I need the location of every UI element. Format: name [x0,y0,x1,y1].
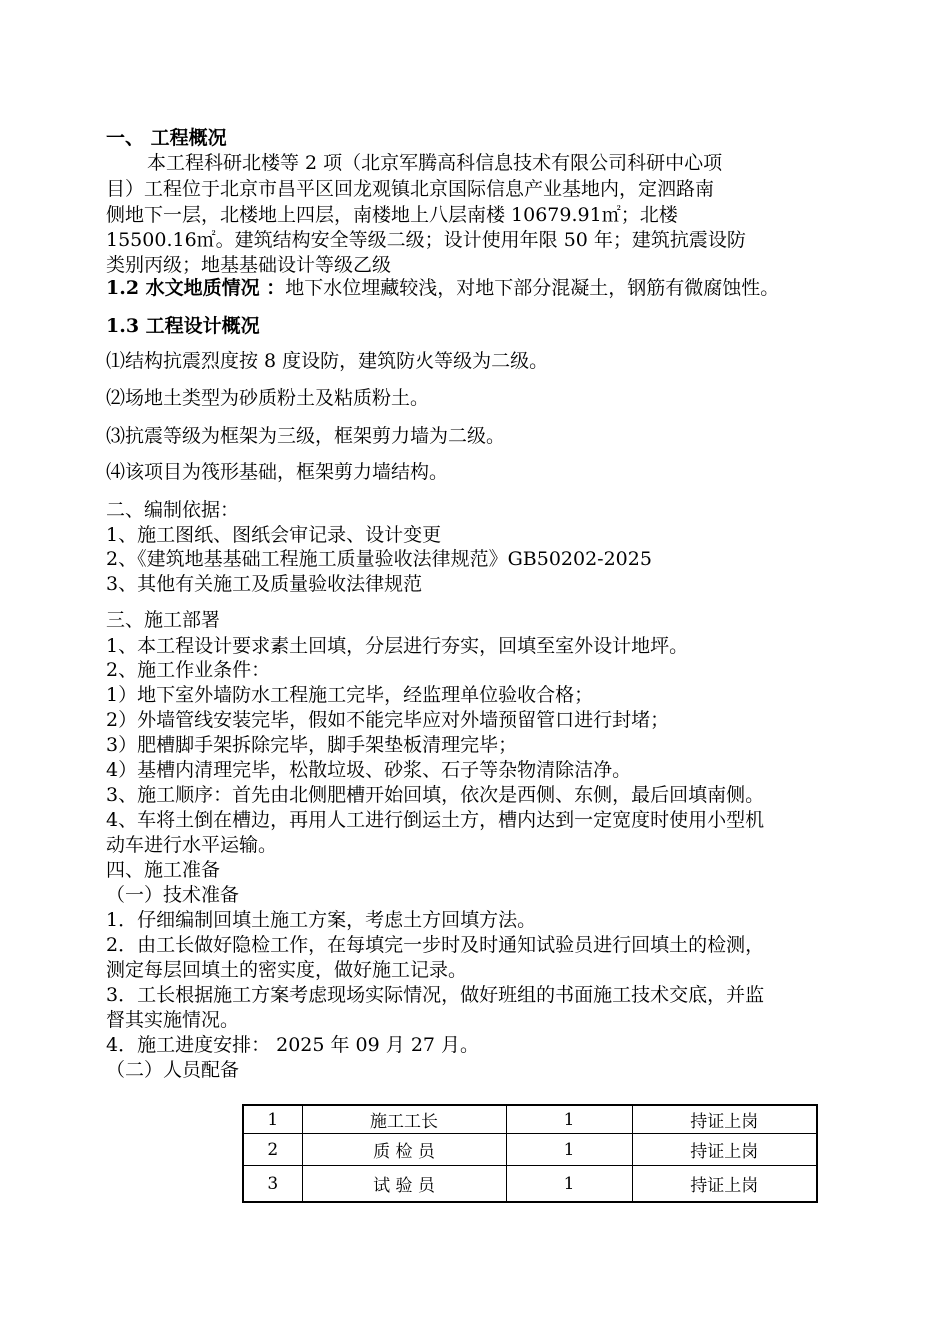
hydro-geology-text: 地下水位埋藏较浅，对地下部分混凝土，钢筋有微腐蚀性。 [285,277,780,299]
section-3-heading: 三、施工部署 [106,609,221,631]
staff-table [242,1104,818,1203]
deployment-line-2: 2、施工作业条件： [106,659,271,681]
staff-number-cell: 1 [243,1105,302,1134]
staff-role-cell: 试 验 员 [302,1166,506,1203]
design-item-2: ⑵场地土类型为砂质粉土及粘质粉土。 [106,387,430,409]
tech-prep-line-3: 测定每层回填土的密实度，做好施工记录。 [106,959,468,981]
basis-item-2: 2、《建筑地基基础工程施工质量验收法律规范》GB50202-2025 [106,548,652,570]
deployment-line-7: 3、施工顺序：首先由北侧肥槽开始回填，依次是西侧、东侧，最后回填南侧。 [106,784,765,806]
tech-prep-line-5: 督其实施情况。 [106,1009,240,1031]
section-2-heading: 二、编制依据： [106,499,240,521]
section-1-heading: 一、 工程概况 [106,127,227,149]
table-row [243,1134,817,1166]
staff-number-cell: 3 [243,1166,302,1203]
tech-prep-line-1: 1．仔细编制回填土施工方案，考虑土方回填方法。 [106,909,537,931]
deployment-line-4: 2）外墙管线安装完毕，假如不能完毕应对外墙预留管口进行封堵； [106,709,670,731]
tech-prep-heading: （一）技术准备 [106,884,240,906]
hydro-geology-label: 1.2 水文地质情况 ： [106,277,286,299]
overview-line-1: 本工程科研北楼等 2 项（北京军腾高科信息技术有限公司科研中心项 [147,152,723,174]
overview-line-2: 目）工程位于北京市昌平区回龙观镇北京国际信息产业基地内，定泗路南 [106,178,715,200]
deployment-line-1: 1、本工程设计要求素土回填，分层进行夯实，回填至室外设计地坪。 [106,635,689,657]
staff-number-cell: 2 [243,1134,302,1166]
basis-item-1: 1、施工图纸、图纸会审记录、设计变更 [106,524,442,546]
staff-count-cell: 1 [506,1166,632,1203]
section-4-heading: 四、施工准备 [106,859,221,881]
design-item-4: ⑷该项目为筏形基础，框架剪力墙结构。 [106,461,449,483]
hydro-geology-paragraph [106,275,779,301]
staff-role-cell: 施工工长 [302,1105,506,1134]
staff-count-cell: 1 [506,1134,632,1166]
staff-count-cell: 1 [506,1105,632,1134]
deployment-line-6: 4）基槽内清理完毕，松散垃圾、砂浆、石子等杂物清除洁净。 [106,759,632,781]
deployment-line-3: 1）地下室外墙防水工程施工完毕，经监理单位验收合格； [106,684,594,706]
staff-requirement-cell: 持证上岗 [632,1105,817,1134]
tech-prep-line-4: 3．工长根据施工方案考虑现场实际情况，做好班组的书面施工技术交底，并监 [106,984,765,1006]
tech-prep-line-6: 4．施工进度安排： 2025 年 09 月 27 月。 [106,1034,480,1056]
overview-line-4: 15500.16㎡。建筑结构安全等级二级；设计使用年限 50 年；建筑抗震设防 [106,229,746,251]
overview-line-5: 类别丙级；地基基础设计等级乙级 [106,254,392,276]
deployment-line-5: 3）肥槽脚手架拆除完毕，脚手架垫板清理完毕； [106,734,518,756]
design-item-1: ⑴结构抗震烈度按 8 度设防，建筑防火等级为二级。 [106,350,549,372]
staff-requirement-cell: 持证上岗 [632,1134,817,1166]
design-item-3: ⑶抗震等级为框架为三级，框架剪力墙为二级。 [106,425,506,447]
tech-prep-line-2: 2．由工长做好隐检工作，在每填完一步时及时通知试验员进行回填土的检测， [106,934,765,956]
deployment-line-8: 4、车将土倒在槽边，再用人工进行倒运土方，槽内达到一定宽度时使用小型机 [106,809,765,831]
staff-requirement-cell: 持证上岗 [632,1166,817,1203]
design-overview-heading: 1.3 工程设计概况 [106,315,260,337]
staff-role-cell: 质 检 员 [302,1134,506,1166]
overview-line-3: 侧地下一层，北楼地上四层，南楼地上八层南楼 10679.91㎡；北楼 [106,204,678,226]
basis-item-3: 3、其他有关施工及质量验收法律规范 [106,573,423,595]
deployment-line-9: 动车进行水平运输。 [106,834,278,856]
table-row [243,1105,817,1134]
table-row [243,1166,817,1203]
staff-heading: （二）人员配备 [106,1059,240,1081]
